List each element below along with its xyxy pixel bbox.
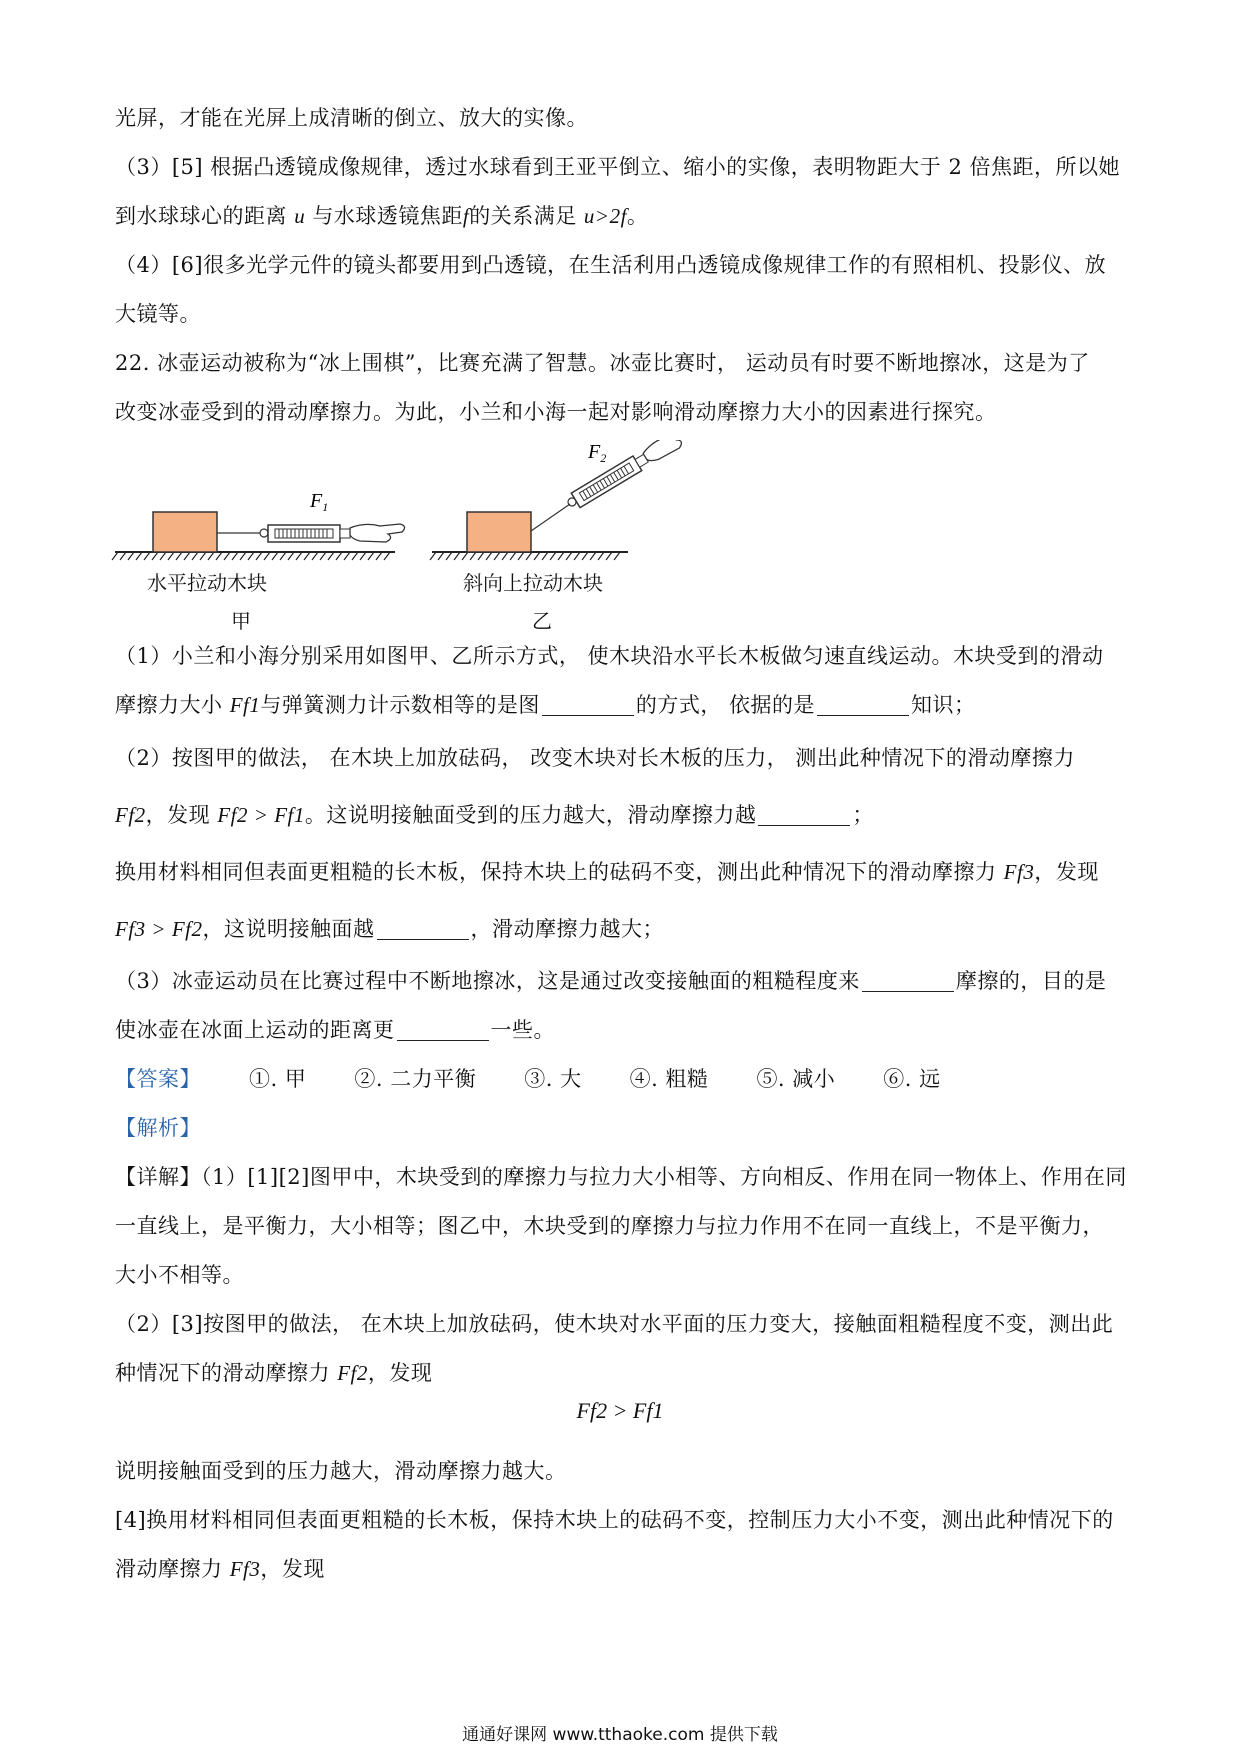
text-span: ，发现 xyxy=(1034,860,1099,884)
text-span: ，发现 xyxy=(260,1557,325,1581)
ground-jia xyxy=(112,552,395,560)
text-span: 知识； xyxy=(911,693,976,717)
label-yi: 乙 xyxy=(532,609,552,633)
answer-line xyxy=(115,1055,1125,1104)
sub-question-3 xyxy=(115,957,1125,1055)
hand-jia xyxy=(350,524,405,542)
text-span: ，滑动摩擦力越大； xyxy=(470,917,664,941)
text-line: （4）[6]很多光学元件的镜头都要用到凸透镜，在生活利用凸透镜成像规律工作的有照相机、投影仪、放 xyxy=(115,253,1107,277)
analysis-tag: 【解析】 xyxy=(115,1116,201,1140)
answer-item-2: ②. 二力平衡 xyxy=(354,1067,477,1091)
spring-scale-jia xyxy=(260,525,350,542)
answer-section xyxy=(115,1055,1125,1153)
text-line: 大镜等。 xyxy=(115,302,201,326)
experiment-diagram xyxy=(110,440,710,580)
wood-block-jia xyxy=(153,512,217,552)
text-span: 与弹簧测力计示数相等的是图 xyxy=(260,693,540,717)
text-span: 一些。 xyxy=(490,1018,555,1042)
paragraph-part4 xyxy=(115,241,1125,339)
text-span: 种情况下的滑动摩擦力 xyxy=(115,1361,338,1385)
text-line: [4]换用材料相同但表面更粗糙的长木板，保持木块上的砝码不变，控制压力大小不变，测出此种情况下的 xyxy=(115,1508,1114,1532)
text-line: （3）[5] 根据凸透镜成像规律，透过水球看到王亚平倒立、缩小的实像，表明物距大于 2 倍焦距，所以她 xyxy=(115,155,1120,179)
text-line: （1）小兰和小海分别采用如图甲、乙所示方式， 使木块沿水平长木板做匀速直线运动。木块受到的滑动 xyxy=(115,644,1104,668)
text-span: 换用材料相同但表面更粗糙的长木板，保持木块上的砝码不变，测出此种情况下的滑动摩擦力 xyxy=(115,860,1004,884)
text-span: ，这说明接触面越 xyxy=(202,917,375,941)
paragraph-continuation xyxy=(115,94,1125,143)
text-span: 摩擦力大小 xyxy=(115,693,230,717)
text-line: 大小不相等。 xyxy=(115,1263,244,1287)
experiment-figure xyxy=(110,440,710,650)
text-line xyxy=(115,957,1125,1006)
ground-yi xyxy=(430,552,628,560)
question-22-stem xyxy=(115,339,1125,437)
spring-scale-yi xyxy=(564,440,695,512)
text-line xyxy=(115,901,1125,958)
string-yi xyxy=(531,504,570,531)
text-span: ，发现 xyxy=(367,1361,433,1385)
text-span: 使冰壶在冰面上运动的距离更 xyxy=(115,1018,395,1042)
detail-section xyxy=(115,1153,1125,1398)
text-line xyxy=(115,787,1125,844)
text-span: ； xyxy=(852,803,874,827)
answer-blank-5[interactable] xyxy=(862,971,954,992)
math-var: Ff2 xyxy=(337,1361,368,1385)
answer-blank-6[interactable] xyxy=(397,1020,489,1041)
text-line xyxy=(115,681,1125,730)
text-span: ，发现 xyxy=(145,803,218,827)
caption-jia: 水平拉动木块 xyxy=(147,571,267,595)
answer-tag: 【答案】 xyxy=(115,1067,201,1091)
answer-blank-4[interactable] xyxy=(377,919,469,940)
text-span: （3）冰壶运动员在比赛过程中不断地擦冰，这是通过改变接触面的粗糙程度来 xyxy=(115,969,860,993)
text-span: 。这说明接触面受到的压力越大，滑动摩擦力越 xyxy=(304,803,757,827)
text-span: 到水球球心的距离 xyxy=(115,204,295,228)
label-jia: 甲 xyxy=(231,609,251,633)
math-condition: u>2f xyxy=(583,204,627,228)
caption-yi: 斜向上拉动木块 xyxy=(463,571,603,595)
force-label-f2: $F_2$ xyxy=(588,441,607,465)
detail-section-continued xyxy=(115,1447,1125,1594)
text-line: 改变冰壶受到的滑动摩擦力。为此，小兰和小海一起对影响滑动摩擦力大小的因素进行探究。 xyxy=(115,400,997,424)
text-line: （2）[3]按图甲的做法， 在木块上加放砝码，使木块对水平面的压力变大，接触面粗糙程度不变，测出此 xyxy=(115,1312,1114,1336)
math-inequality: Ff3 > Ff2 xyxy=(115,917,203,941)
sub-question-1 xyxy=(115,632,1125,730)
text-line: （2）按图甲的做法， 在木块上加放砝码， 改变木块对长木板的压力， 测出此种情况下的滑动摩擦力 xyxy=(115,746,1075,770)
text-span: 滑动摩擦力 xyxy=(115,1557,230,1581)
answer-item-3: ③. 大 xyxy=(524,1067,582,1091)
text-line: 22. 冰壶运动被称为“冰上围棋”，比赛充满了智慧。冰壶比赛时， 运动员有时要不断地擦冰，这是为了 xyxy=(115,351,1090,375)
text-span: 。 xyxy=(626,204,649,228)
sub-question-2 xyxy=(115,730,1125,958)
math-var: f xyxy=(462,204,470,228)
text-line xyxy=(115,192,1125,241)
answer-item-6: ⑥. 远 xyxy=(883,1067,941,1091)
text-line: 一直线上，是平衡力，大小相等；图乙中，木块受到的摩擦力与拉力作用不在同一直线上，不是平衡力， xyxy=(115,1214,1104,1238)
paragraph-part3 xyxy=(115,143,1125,241)
text-span: 的关系满足 xyxy=(469,204,584,228)
text-line: 【详解】（1）[1][2]图甲中，木块受到的摩擦力与拉力大小相等、方向相反、作用在同一物体上、作用在同 xyxy=(115,1165,1127,1189)
wood-block-yi xyxy=(467,512,531,552)
math-var: Ff2 xyxy=(115,803,146,827)
text-line: 说明接触面受到的压力越大，滑动摩擦力越大。 xyxy=(115,1459,567,1483)
answer-item-5: ⑤. 减小 xyxy=(756,1067,836,1091)
text-line: 光屏，才能在光屏上成清晰的倒立、放大的实像。 xyxy=(115,106,588,130)
text-span: 的方式， 依据的是 xyxy=(635,693,816,717)
display-equation: Ff2 > Ff1 xyxy=(576,1398,664,1423)
math-inequality: Ff2 > Ff1 xyxy=(217,803,305,827)
answer-item-4: ④. 粗糙 xyxy=(629,1067,709,1091)
text-line xyxy=(115,1006,1125,1055)
math-var: Ff3 xyxy=(1003,860,1035,884)
text-line xyxy=(115,1545,1125,1594)
answer-blank-2[interactable] xyxy=(817,695,909,716)
page-footer: 通通好课网 www.tthaoke.com 提供下载 xyxy=(462,1725,778,1745)
text-line xyxy=(115,1349,1125,1398)
text-line xyxy=(115,844,1125,901)
text-span: 与水球透镜焦距 xyxy=(305,204,463,228)
text-span: 摩擦的，目的是 xyxy=(955,969,1107,993)
math-var: Ff1 xyxy=(229,693,261,717)
math-var: Ff3 xyxy=(229,1557,261,1581)
answer-blank-1[interactable] xyxy=(542,695,634,716)
answer-blank-3[interactable] xyxy=(758,805,850,826)
math-var: u xyxy=(294,204,306,228)
answer-item-1: ①. 甲 xyxy=(249,1067,307,1091)
force-label-f1: $F_1$ xyxy=(310,490,329,514)
